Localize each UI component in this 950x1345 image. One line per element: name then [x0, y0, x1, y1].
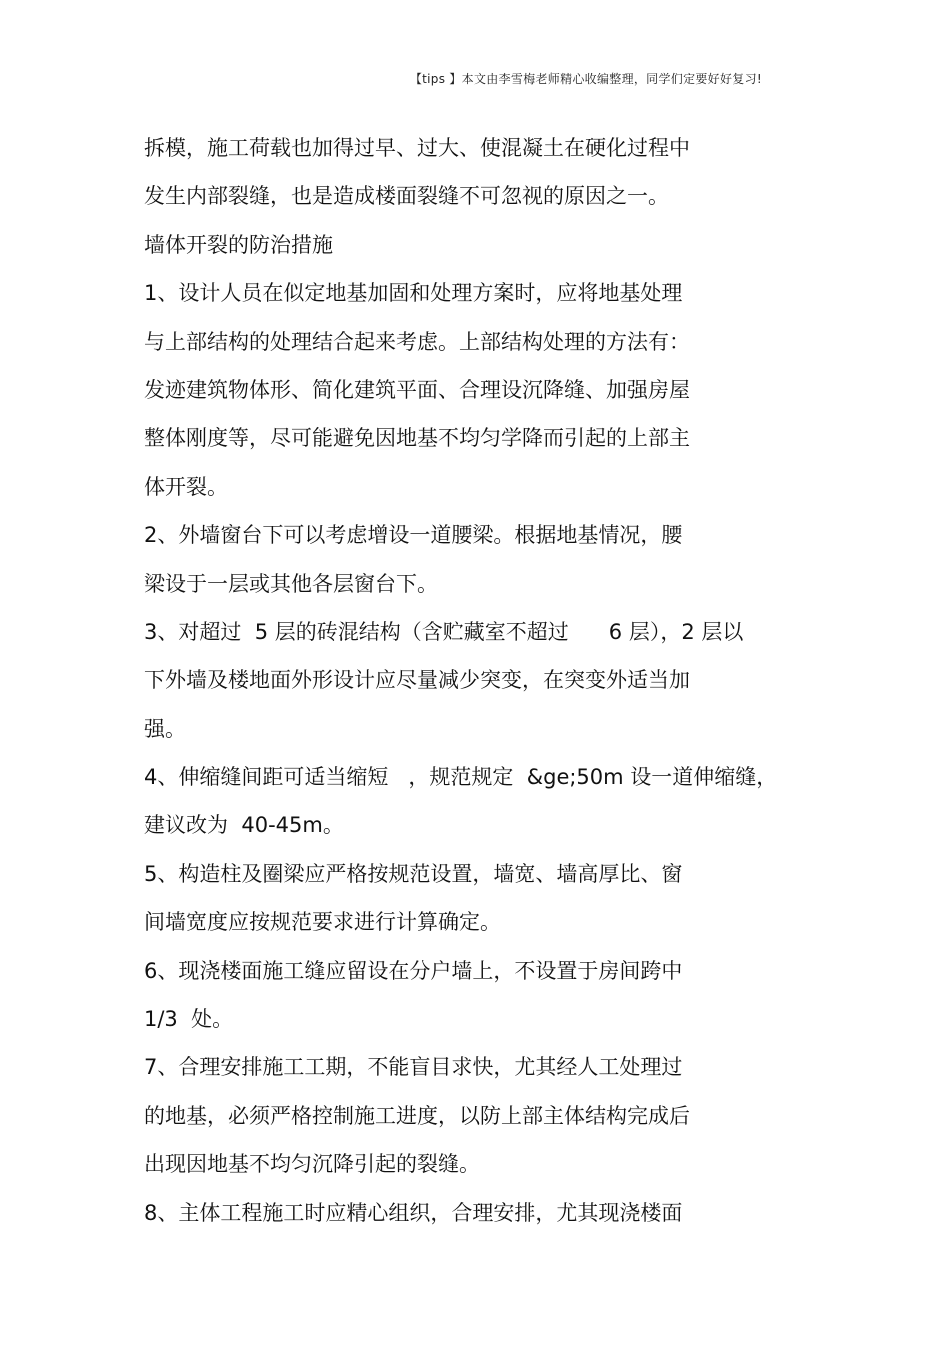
text-line: 1/3 处。	[144, 1007, 234, 1032]
header-tip: 【tips 】本文由李雪梅老师精心收编整理，同学们定要好好复习!	[409, 72, 762, 86]
text-line: 间墙宽度应按规范要求进行计算确定。	[144, 910, 501, 935]
body-text	[144, 124, 824, 1237]
text-line: 8、主体工程施工时应精心组织，合理安排，尤其现浇楼面	[144, 1200, 683, 1225]
text-line: 强。	[144, 716, 186, 741]
text-line: 出现因地基不均匀沉降引起的裂缝。	[144, 1152, 480, 1177]
text-line: 4、伸缩缝间距可适当缩短 ，规范规定 &ge;50m 设一道伸缩缝，	[144, 765, 778, 790]
text-line: 3、对超过 5 层的砖混结构（含贮藏室不超过 6 层），2 层以	[144, 619, 744, 644]
text-line: 5、构造柱及圈梁应严格按规范设置，墙宽、墙高厚比、窗	[144, 861, 683, 886]
text-line: 发生内部裂缝，也是造成楼面裂缝不可忽视的原因之一。	[144, 184, 669, 209]
text-line: 与上部结构的处理结合起来考虑。上部结构处理的方法有：	[144, 329, 690, 354]
text-line: 梁设于一层或其他各层窗台下。	[144, 571, 438, 596]
text-line: 发迹建筑物体形、简化建筑平面、合理设沉降缝、加强房屋	[144, 377, 690, 402]
text-line: 体开裂。	[144, 474, 228, 499]
text-line: 的地基，必须严格控制施工进度，以防上部主体结构完成后	[144, 1103, 690, 1128]
text-line: 整体刚度等，尽可能避免因地基不均匀学降而引起的上部主	[144, 426, 690, 451]
text-line: 7、合理安排施工工期，不能盲目求快，尤其经人工处理过	[144, 1055, 683, 1080]
text-line: 6、现浇楼面施工缝应留设在分户墙上，不设置于房间跨中	[144, 958, 683, 983]
text-line: 2、外墙窗台下可以考虑增设一道腰梁。根据地基情况，腰	[144, 523, 683, 548]
text-line: 1、设计人员在似定地基加固和处理方案时，应将地基处理	[144, 281, 683, 306]
text-line: 建议改为 40-45m。	[144, 813, 344, 838]
section-heading: 墙体开裂的防治措施	[144, 232, 333, 257]
text-line: 下外墙及楼地面外形设计应尽量减少突变，在突变外适当加	[144, 668, 690, 693]
text-line: 拆模，施工荷载也加得过早、过大、使混凝土在硬化过程中	[144, 136, 690, 160]
